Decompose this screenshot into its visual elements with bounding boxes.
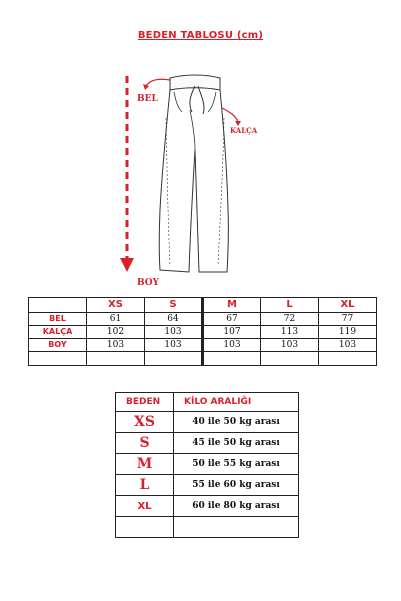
range-cell: 45 ile 50 kg arası [174,433,299,454]
table-cell: 103 [261,339,319,352]
table-row [29,339,377,352]
table-cell: 103 [87,339,145,352]
table-cell [319,352,377,366]
pants-diagram [0,0,401,290]
weight-table [115,392,299,538]
table-row [116,475,299,496]
size-header: XS [87,298,145,313]
row-label: KALÇA [29,326,87,339]
size-header: M [203,298,261,313]
size-cell: XS [116,412,174,433]
size-cell: M [116,454,174,475]
waist-label: BEL [137,94,158,104]
table-cell: 67 [203,313,261,326]
length-arrow-head [120,258,134,272]
size-header: XL [319,298,377,313]
size-cell [116,517,174,538]
row-label: BOY [29,339,87,352]
table-row [29,326,377,339]
table-cell: 103 [203,339,261,352]
table-row [29,313,377,326]
table-cell: 64 [145,313,203,326]
header-empty-cell [29,298,87,313]
size-header: S [145,298,203,313]
pants-outline [159,75,228,272]
table-row [116,412,299,433]
table-row [116,496,299,517]
table-row-empty [116,517,299,538]
table-cell: 61 [87,313,145,326]
size-column-header: BEDEN [116,393,174,412]
table-cell [29,352,87,366]
table-cell: 103 [145,339,203,352]
waist-arrow [146,79,170,86]
table-row [116,433,299,454]
size-header: L [261,298,319,313]
length-label: BOY [137,278,160,288]
table-cell: 77 [319,313,377,326]
size-table [28,297,377,366]
page-title: BEDEN TABLOSU (cm) [137,30,264,41]
table-cell [87,352,145,366]
table-cell: 72 [261,313,319,326]
size-cell: XL [116,496,174,517]
range-column-header: KİLO ARALIĞI [174,393,299,412]
range-cell: 60 ile 80 kg arası [174,496,299,517]
table-cell: 103 [319,339,377,352]
table-cell: 102 [87,326,145,339]
range-cell: 50 ile 55 kg arası [174,454,299,475]
table-cell [145,352,203,366]
table-cell: 113 [261,326,319,339]
size-cell: L [116,475,174,496]
table-row-empty [29,352,377,366]
table-cell: 119 [319,326,377,339]
table-cell [261,352,319,366]
table-cell: 103 [145,326,203,339]
range-cell: 40 ile 50 kg arası [174,412,299,433]
range-cell [174,517,299,538]
weight-table-header [116,393,299,412]
range-cell: 55 ile 60 kg arası [174,475,299,496]
hip-label: KALÇA [230,126,258,135]
hip-arrow [222,108,238,122]
table-cell: 107 [203,326,261,339]
size-cell: S [116,433,174,454]
size-table-header [29,298,377,313]
table-cell [203,352,261,366]
table-row [116,454,299,475]
row-label: BEL [29,313,87,326]
